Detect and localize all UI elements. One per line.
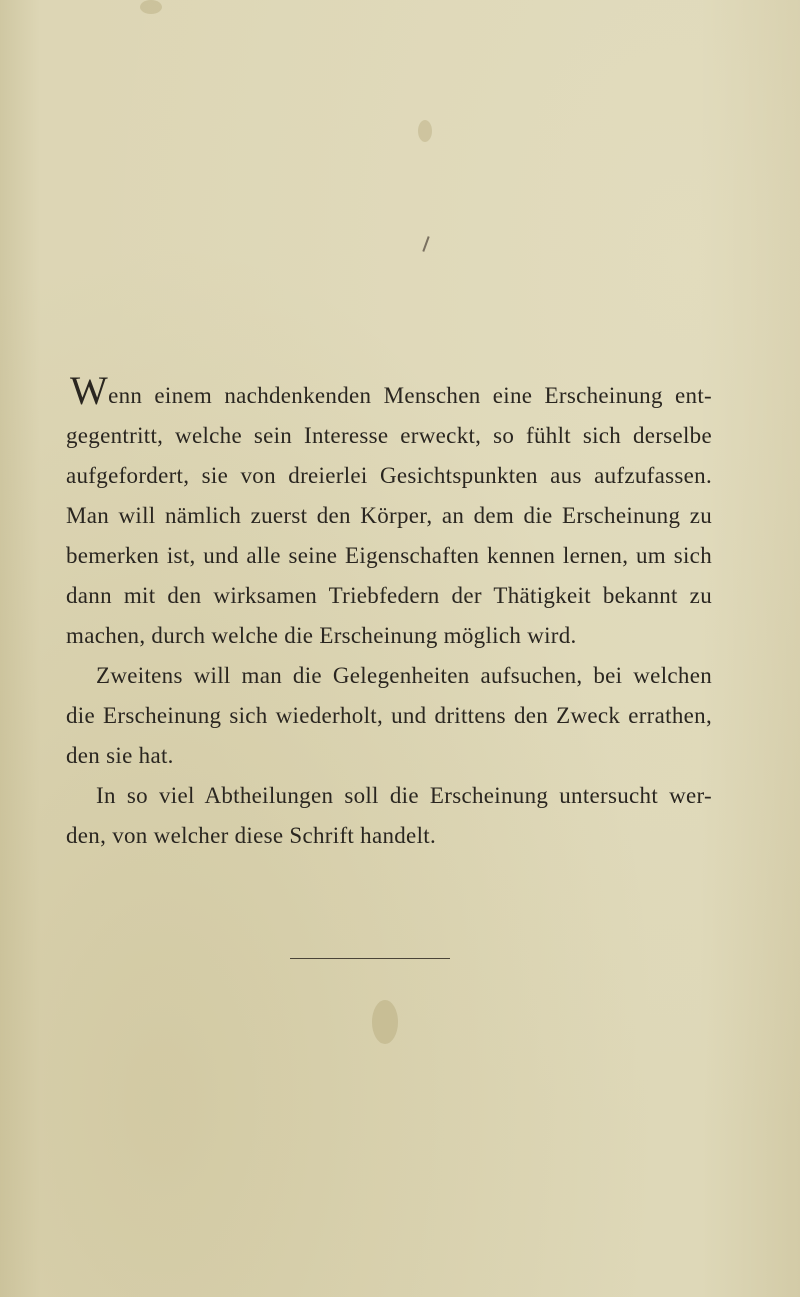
- paragraph-2: [66, 656, 712, 776]
- paragraph-3: [66, 776, 712, 856]
- text-line: gegentritt, welche sein Interesse erweckt, so fühlt sich derselbe: [66, 423, 712, 448]
- text-line: die Erscheinung sich wiederholt, und drittens den Zweck errathen,: [66, 703, 712, 728]
- text-line: machen, durch welche die Erscheinung möglich wird.: [66, 623, 577, 648]
- section-divider: [290, 958, 450, 959]
- text-line: dann mit den wirksamen Triebfedern der Thätigkeit bekannt zu: [66, 583, 712, 608]
- text-line: Man will nämlich zuerst den Körper, an dem die Erscheinung zu: [66, 503, 712, 528]
- paragraph-1: [66, 368, 712, 656]
- text-line: den sie hat.: [66, 743, 174, 768]
- paper-stain: [140, 0, 162, 14]
- pencil-mark: [422, 236, 429, 252]
- drop-cap: W: [70, 368, 109, 413]
- text-line: den, von welcher diese Schrift handelt.: [66, 823, 436, 848]
- text-line: aufgefordert, sie von dreierlei Gesichtspunkten aus aufzufassen.: [66, 463, 712, 488]
- paper-stain: [372, 1000, 398, 1044]
- text-line: bemerken ist, und alle seine Eigenschaften kennen lernen, um sich: [66, 543, 712, 568]
- text-line: In so viel Abtheilungen soll die Erscheinung untersucht wer-: [96, 783, 712, 808]
- body-text: [66, 368, 712, 856]
- text-line: Wenn einem nachdenkenden Menschen eine Erscheinung ent-: [70, 368, 712, 413]
- paper-stain: [418, 120, 432, 142]
- text-line: Zweitens will man die Gelegenheiten aufsuchen, bei welchen: [96, 663, 712, 688]
